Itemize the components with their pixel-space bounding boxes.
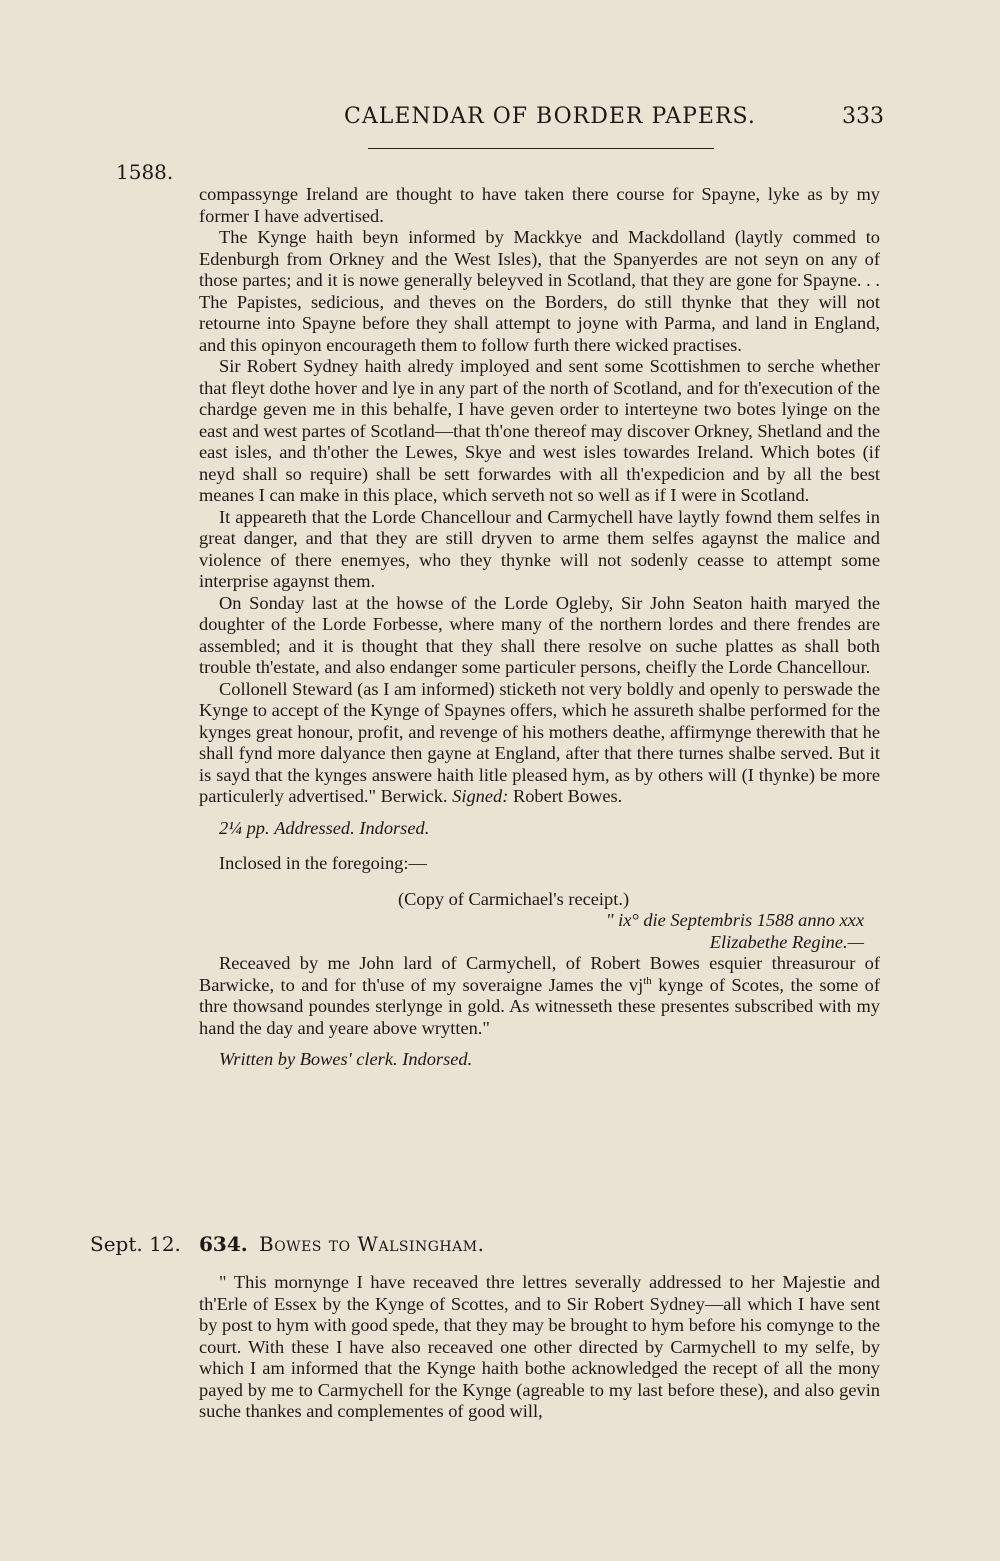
paragraph: Sir Robert Sydney haith alredy imployed and sent some Scottishmen to serche whether that fleyt dothe hover and lye in any part of the north of Scotland, and for th'execution of the chardge geven me in this behalfe, I have geven order to interteyne two botes lyinge on the east and west partes of Scotland—that th'one thereof may discover Orkney, Shetland and the east isles, and th'other the Lewes, Skye and west isles towardes Ireland. Which botes (if neyd shall so require) shall be sett forwardes with all th'expedicion and by all the best meanes I can make in this place, which serveth not so well as if I were in Scotland. bbox=[199, 356, 881, 505]
running-head: CALENDAR OF BORDER PAPERS. bbox=[344, 104, 756, 129]
paragraph: " This mornynge I have receaved thre lettres severally addressed to her Majestie and th'Erle of Essex by the Kynge of Scottes, and to Sir Robert Sydney—all which I have sent by post to hym with good spede, that they may be brought to hym before his comynge to the court. With these I have also receaved one other directed by Carmychell to my selfe, by which I am informed that the Kynge haith bothe acknowledged the recept of all the mony payed by me to Carmychell for the Kynge (agreable to my last before these), and also gevin suche thankes and complementes of good will, bbox=[199, 1272, 880, 1421]
entry-body bbox=[199, 1272, 880, 1423]
header-rule bbox=[368, 148, 714, 149]
paragraph: On Sonday last at the howse of the Lorde Ogleby, Sir John Seaton haith maryed the doughter of the Lorde Forbesse, where many of the northern lordes and there frendes are assembled; and it is thought that they shall there resolve on suche plattes as shall both trouble th'estate, and also endanger some particuler persons, cheifly the Lorde Chancellour. bbox=[199, 592, 880, 677]
paragraph: It appeareth that the Lorde Chancellour and Carmychell have laytly fownd them selfes in great danger, and that they are still dryven to arme them selfes agaynst the malice and violence of there enemyes, who they thynke will not sodenly ceasse to attempt some interprise agaynst them. bbox=[199, 506, 880, 591]
signatory: Robert Bowes. bbox=[512, 786, 623, 806]
signed-label: Signed: bbox=[452, 786, 509, 806]
copy-title: (Copy of Carmichael's receipt.) bbox=[398, 888, 630, 909]
paragraph-signed bbox=[199, 679, 880, 808]
letter-body bbox=[199, 184, 880, 1071]
receipt-text-a: Receaved by me John lard of Carmychell, of Robert Bowes esquier threasurour of Barwicke, to and for th'use of my soveraigne James the vj bbox=[199, 953, 880, 995]
receipt-date-line-2: Elizabethe Regine.— bbox=[709, 931, 864, 952]
receipt-text-b: kynge of Scotes, the some of thre thowsand poundes sterlynge in gold. As witnesseth these presentes subscribed with my hand the day and yeare above wrytten." bbox=[199, 974, 880, 1038]
receipt-text bbox=[199, 953, 880, 1039]
paragraph: compassynge Ireland are thought to have taken there course for Spayne, lyke as by my former I have advertised. bbox=[199, 184, 880, 226]
paragraph: The Kynge haith beyn informed by Mackkye and Mackdolland (laytly commed to Edenburgh from Orkney and the West Isles), that the Spanyerdes are not seyn on any of those partes; and it is nowe generally beleyved in Scotland, that they are gone for Spayne. . . The Papistes, sedicious, and theves on the Borders, do still thynke that they will not retourne into Spayne before they shall attempt to joyne with Parma, and land in England, and this opinyon encourageth them to follow furth there wicked practises. bbox=[199, 227, 880, 355]
entry-number: 634. bbox=[199, 1232, 248, 1256]
addressed-note: Addressed. Indorsed. bbox=[274, 817, 430, 838]
receipt-note-text: Written by Bowes' clerk. Indorsed. bbox=[219, 1049, 473, 1069]
entry-title: Bowes to Walsingham. bbox=[259, 1232, 485, 1256]
page-count: 2¼ pp. bbox=[219, 817, 270, 838]
inclosed-line: Inclosed in the foregoing:— bbox=[219, 853, 427, 873]
ordinal-superscript: th bbox=[643, 974, 652, 987]
paragraph-text: Collonell Steward (as I am informed) sticketh not very boldly and openly to perswade the Kynge to accept of the Kynge of Spaynes offers, which he assureth shalbe performed for the kynges great honour, profit, and revenge of his mothers deathe, affirmynge therewith that he shall fynd more dalyance then gayne at England, after that there turnes shalbe served. But it is sayd that the kynges answere haith litle pleased hym, as by others will (I thynke) be more particulerly advertised." Berwick. bbox=[199, 678, 880, 806]
entry-date: Sept. 12. bbox=[90, 1232, 181, 1256]
page-number: 333 bbox=[842, 104, 884, 129]
margin-year: 1588. bbox=[116, 160, 174, 184]
receipt-note bbox=[199, 1049, 880, 1071]
receipt-date-line-1: " ix° die Septembris 1588 anno xxx bbox=[605, 910, 864, 930]
endorsement-note bbox=[199, 818, 880, 840]
